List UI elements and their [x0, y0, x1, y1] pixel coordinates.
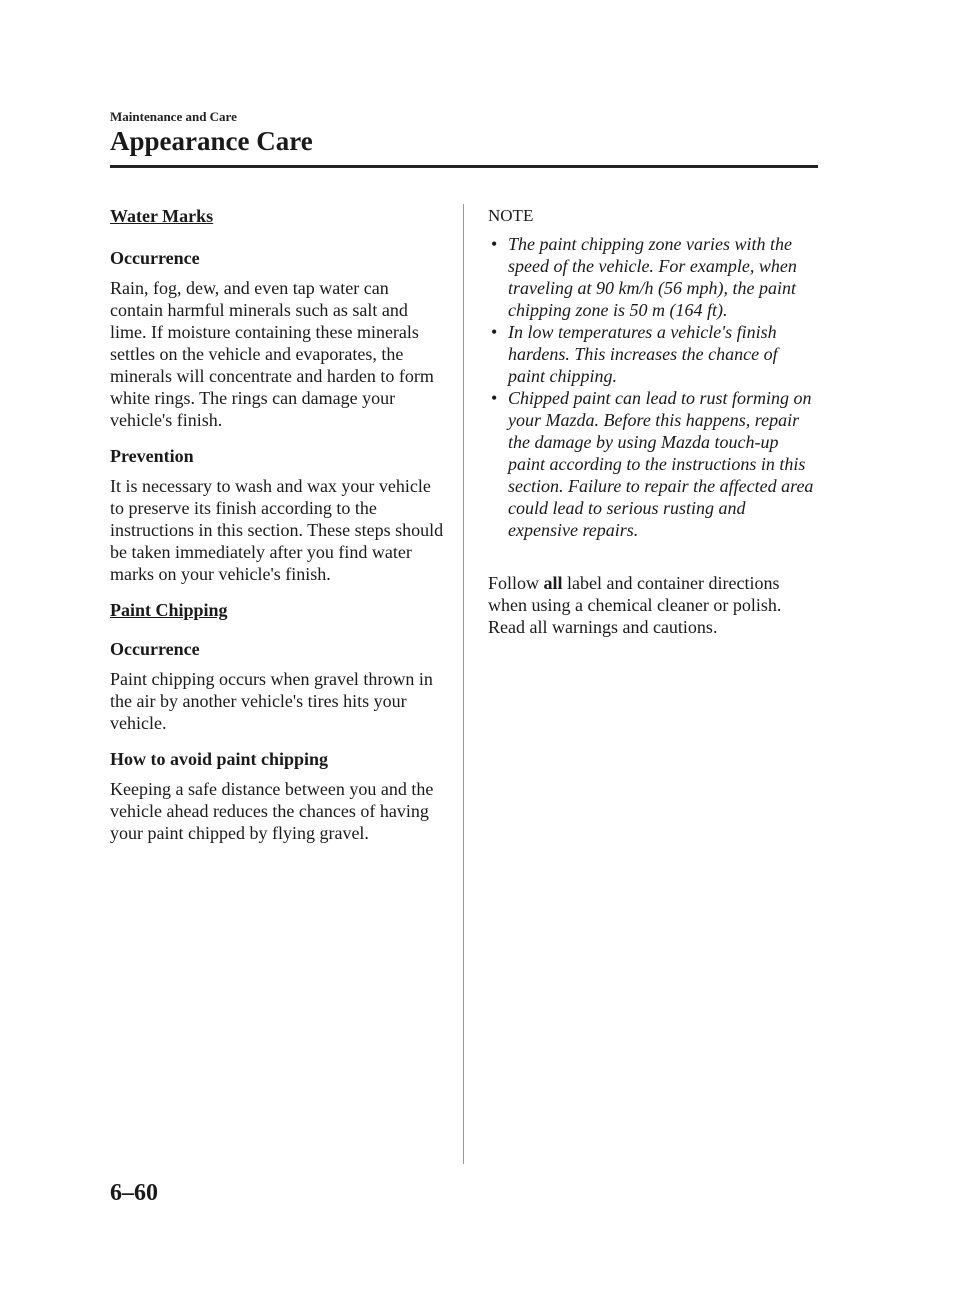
note-title: NOTE	[488, 206, 534, 225]
note-text: In low temperatures a vehicle's finish hardens. This increases the chance of paint chipping.	[508, 322, 778, 386]
column-divider	[463, 204, 464, 1164]
note-item	[488, 387, 818, 541]
title-rule	[110, 165, 818, 168]
note-text: The paint chipping zone varies with the speed of the vehicle. For example, when traveling at 90 km/h (56 mph), the paint chipping zone is 50 m (164 ft).	[508, 234, 797, 320]
note-text: Chipped paint can lead to rust forming on your Mazda. Before this happens, repair the damage by using Mazda touch-up paint according to the instructions in this section. Failure to repair the affected area could lead to serious rusting and expensive repairs.	[508, 388, 814, 540]
section-label: Maintenance and Care	[110, 109, 237, 124]
water-marks-occurrence-text: Rain, fog, dew, and even tap water can contain harmful minerals such as salt and lime. If moisture containing these minerals settles on the vehicle and evaporates, the minerals will concentrate and harden to form white rings. The rings can damage your vehicle's finish.	[110, 278, 434, 430]
follow-emphasis: all	[543, 573, 563, 593]
page-title: Appearance Care	[110, 126, 313, 156]
bullet-icon: •	[491, 322, 498, 342]
follow-prefix: Follow	[488, 573, 544, 593]
paint-chipping-avoid-text: Keeping a safe distance between you and the vehicle ahead reduces the chances of having your paint chipped by flying gravel.	[110, 779, 434, 843]
bullet-icon: •	[491, 388, 498, 408]
water-marks-heading: Water Marks	[110, 206, 214, 226]
paint-chipping-avoid-label: How to avoid paint chipping	[110, 749, 329, 769]
paint-chipping-occurrence-text: Paint chipping occurs when gravel thrown in the air by another vehicle's tires hits your vehicle.	[110, 669, 433, 733]
paint-chipping-occurrence-label: Occurrence	[110, 639, 200, 659]
right-column	[488, 205, 818, 638]
left-column	[110, 205, 445, 858]
water-marks-prevention-text: It is necessary to wash and wax your vehicle to preserve its finish according to the instructions in this section. These steps should be taken immediately after you find water marks on your vehicle's finish.	[110, 476, 444, 584]
note-item	[488, 321, 818, 387]
water-marks-prevention-label: Prevention	[110, 446, 194, 466]
note-list	[488, 233, 818, 541]
bullet-icon: •	[491, 234, 498, 254]
follow-instructions	[488, 572, 818, 638]
note-item	[488, 233, 818, 321]
paint-chipping-heading: Paint Chipping	[110, 600, 228, 620]
follow-rest: label and container directions when using a chemical cleaner or polish. Read all warnings and cautions.	[488, 573, 782, 637]
water-marks-occurrence-label: Occurrence	[110, 248, 200, 268]
page-number: 6–60	[110, 1180, 158, 1206]
